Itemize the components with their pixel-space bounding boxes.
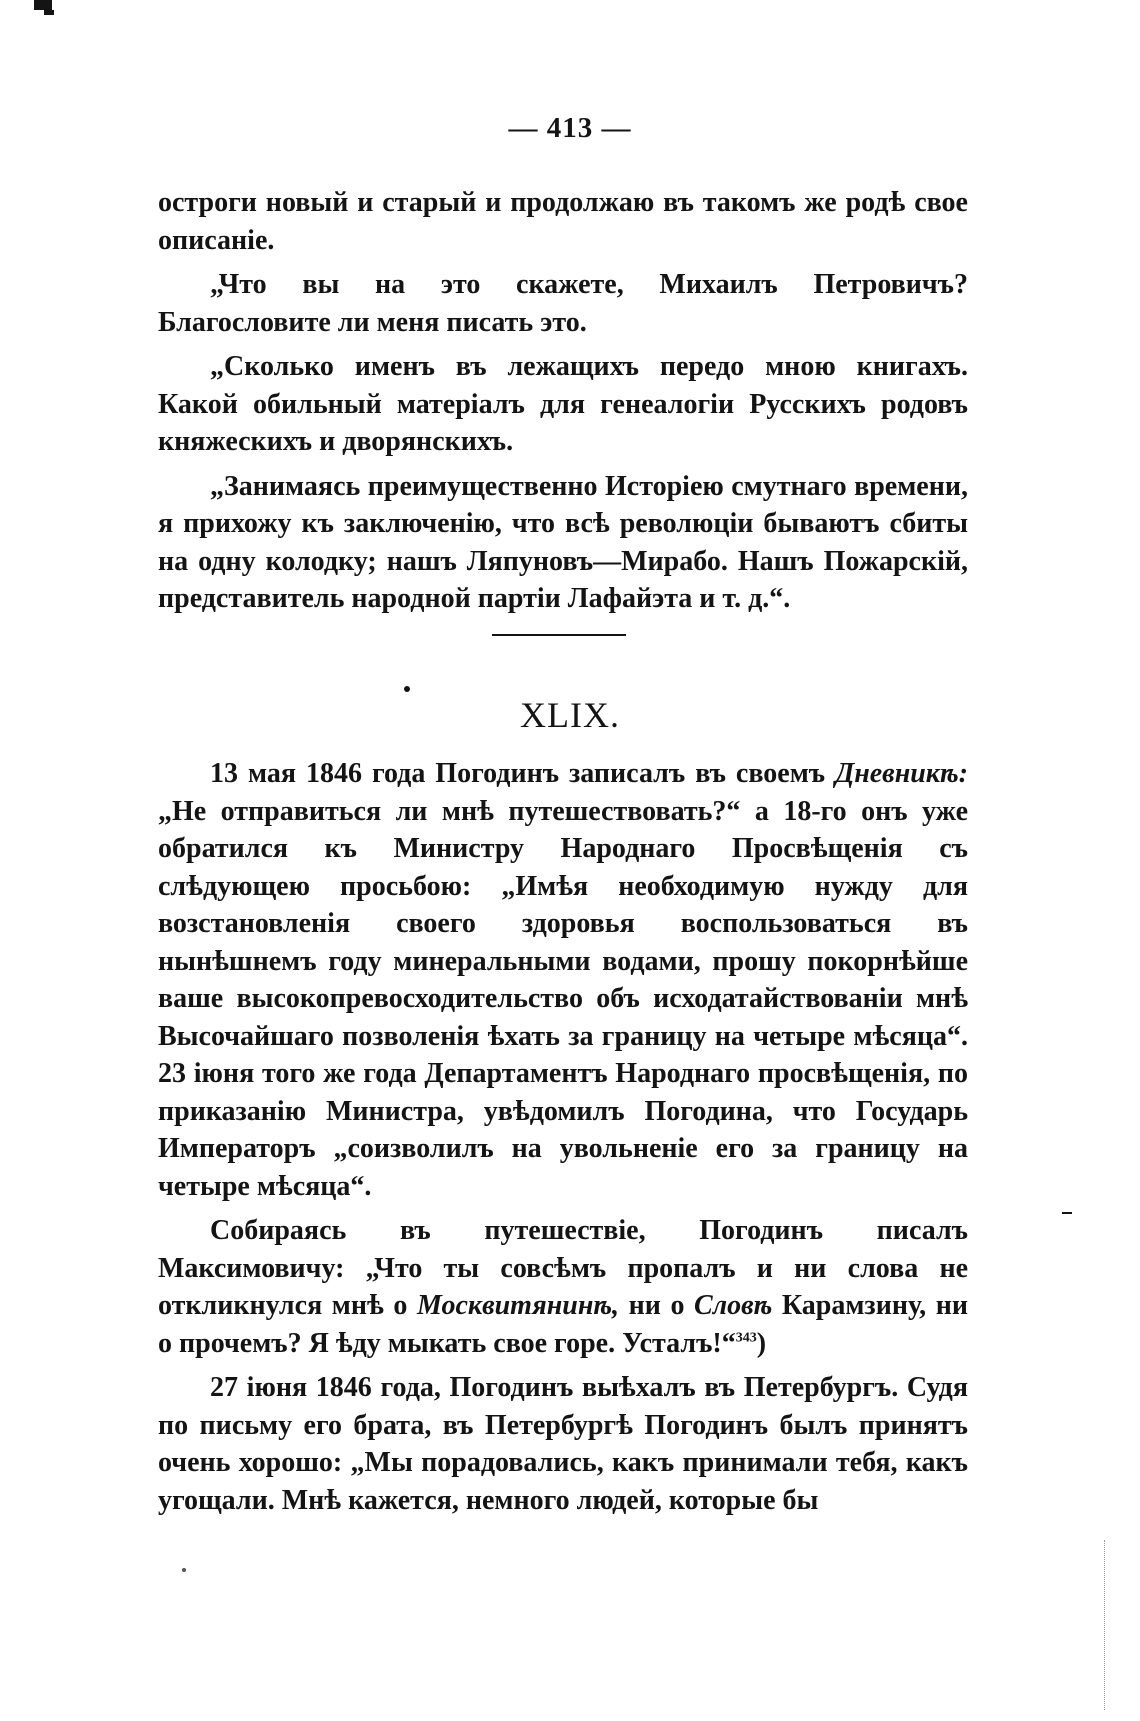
italic-text: Дневникѣ: (835, 758, 968, 789)
paragraph: остроги новый и старый и продолжаю въ такомъ же родѣ свое описаніе. (158, 187, 968, 256)
page-number: — 413 — (508, 112, 632, 144)
paragraph (158, 1212, 968, 1362)
text-run: „Не отправиться ли мнѣ путешествовать?“ а 18-го онъ уже обратился къ Министру Народнаго Просвѣщенія съ слѣдующею просьбою: „Имѣя необходимую нужду для возстановленія своего здоровья воспользоваться въ нынѣшнемъ году минеральными водами, прошу покорнѣйше ваше высокопревосходительство объ исходатайствованіи мнѣ Высочайшаго позволенія ѣхать за границу на четыре мѣсяца“. 23 іюня того же года Департаментъ Народнаго просвѣщенія, по приказанію Министра, увѣдомилъ Погодина, что Государь Императоръ „соизволилъ на увольненіе его за границу на четыре мѣсяца“. (158, 795, 968, 1202)
chapter-heading: XLIX. (520, 695, 620, 735)
text-run: Карамзину, ни о прочемъ? Я ѣду мыкать свое горе. Усталъ!“ (158, 1290, 968, 1359)
italic-text: Словѣ (694, 1290, 773, 1321)
text-run: ни о (619, 1290, 695, 1321)
paragraph (158, 755, 968, 1205)
paragraph: „Занимаясь преимущественно Исторіею смутнаго времени, я прихожу къ заключенію, что всѣ революціи бываютъ сбиты на одну колодку; нашъ Ляпуновъ—Мирабо. Нашъ Пожарскій, представитель народной партіи Лафайэта и т. д.“. (158, 470, 968, 614)
scan-mark (1062, 1212, 1072, 1214)
section-divider (492, 634, 626, 636)
text-run: 13 мая 1846 года Погодинъ записалъ въ своемъ (210, 758, 836, 789)
bottom-text-block (158, 755, 968, 1526)
footnote-reference: 343 (735, 1330, 757, 1346)
scan-dot (182, 1568, 186, 1572)
text-run: ) (756, 1327, 767, 1359)
text-run: Собираясь въ путешествіе, Погодинъ писалъ Максимовичу: „Что ты совсѣмъ пропалъ и ни слова не откликнулся мнѣ о (158, 1215, 968, 1321)
paragraph: 27 іюня 1846 года, Погодинъ выѣхалъ въ Петербургъ. Судя по письму его брата, въ Петербургѣ Погодинъ былъ принятъ очень хорошо: „Мы порадовались, какъ принимали тебя, какъ угощали. Мнѣ кажется, немного людей, которые бы (158, 1372, 968, 1516)
paragraph: „Сколько именъ въ лежащихъ передо мною книгахъ. Какой обильный матеріалъ для генеалогіи Русскихъ родовъ княжескихъ и дворянскихъ. (158, 351, 968, 457)
italic-text: Москвитянинѣ, (416, 1290, 620, 1321)
paragraph: „Что вы на это скажете, Михаилъ Петровичъ? Благословите ли меня писать это. (158, 269, 968, 338)
scan-dot (404, 686, 410, 692)
scan-artifact (44, 10, 54, 15)
scan-edge (1104, 1540, 1106, 1710)
scan-artifact (34, 0, 52, 10)
top-text-block (158, 184, 968, 625)
